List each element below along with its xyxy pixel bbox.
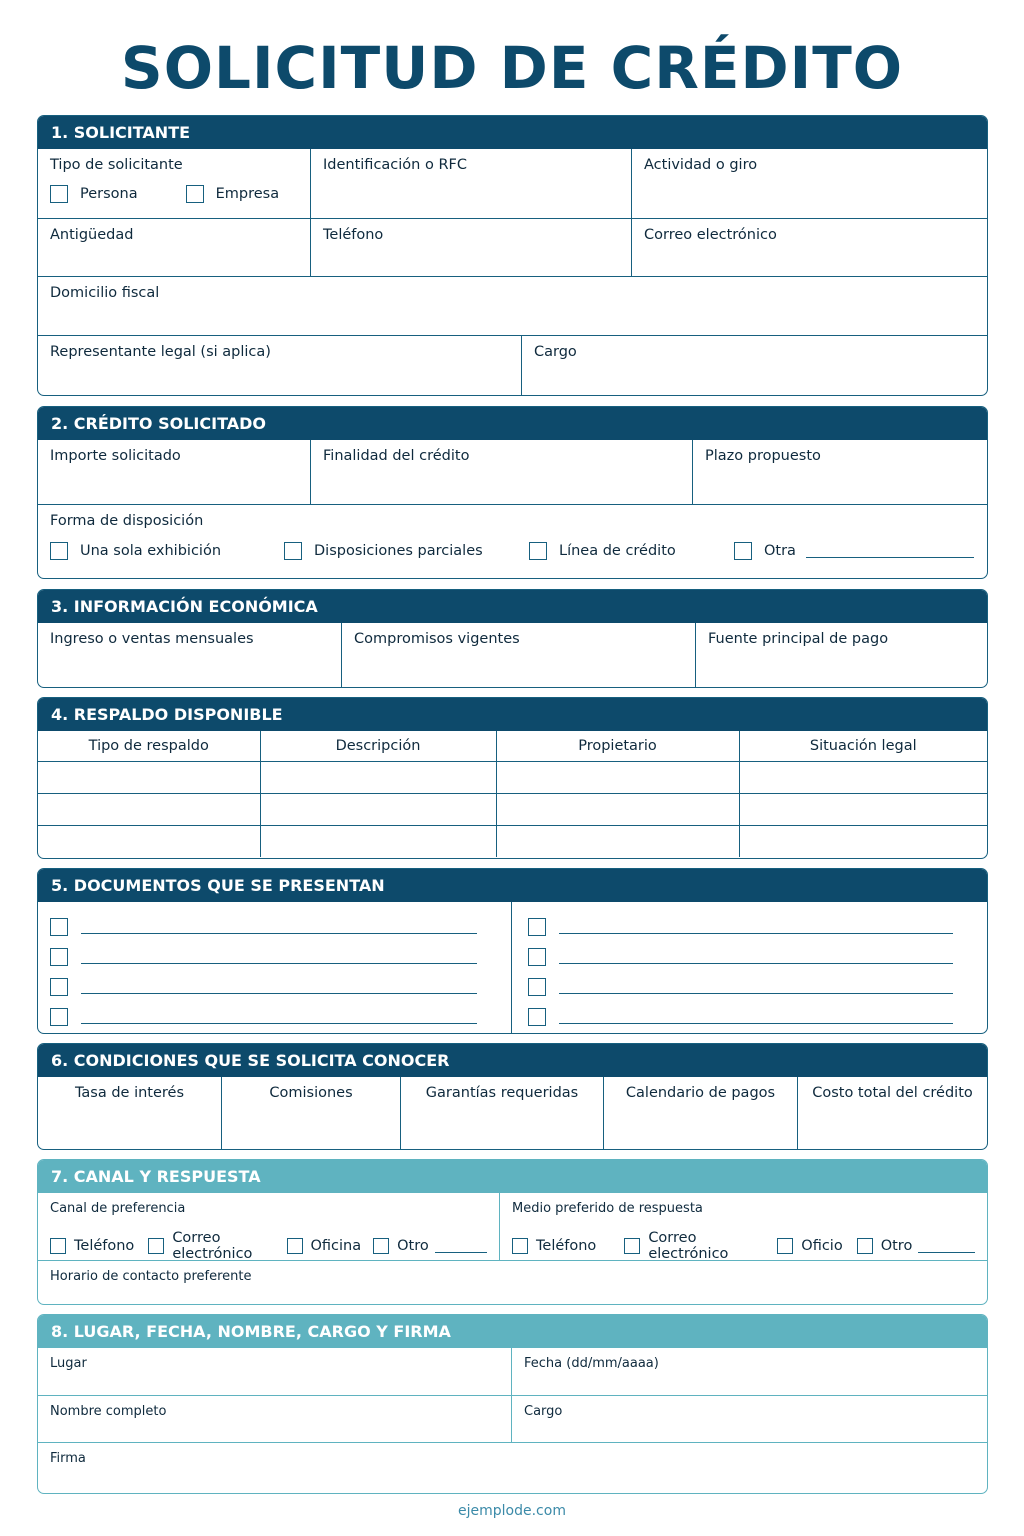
finalidad-field[interactable]: Finalidad del crédito (310, 440, 692, 504)
section-header: 1. SOLICITANTE (38, 116, 987, 149)
field-label: Tipo de solicitante (50, 157, 183, 173)
firma-field[interactable]: Firma (50, 1451, 86, 1466)
checkbox[interactable] (148, 1238, 164, 1254)
checkbox[interactable] (50, 1238, 66, 1254)
document-line[interactable] (559, 950, 953, 964)
footer-source: ejemplode.com (458, 1503, 566, 1519)
list-item (528, 972, 975, 1002)
list-item (50, 942, 499, 972)
checkbox[interactable] (857, 1238, 873, 1254)
medio-correo-option[interactable]: Correo electrónico (624, 1230, 751, 1262)
identificacion-field[interactable]: Identificación o RFC (310, 149, 631, 218)
table-cell[interactable] (739, 793, 987, 825)
checkbox[interactable] (777, 1238, 793, 1254)
checkbox[interactable] (624, 1238, 640, 1254)
table-cell[interactable] (496, 793, 739, 825)
persona-checkbox[interactable] (50, 185, 68, 203)
plazo-field[interactable]: Plazo propuesto (692, 440, 987, 504)
section-header: 8. LUGAR, FECHA, NOMBRE, CARGO Y FIRMA (38, 1315, 987, 1348)
document-checkbox[interactable] (50, 1008, 68, 1026)
checkbox[interactable] (529, 542, 547, 560)
table-cell[interactable] (739, 825, 987, 857)
document-checkbox[interactable] (50, 978, 68, 996)
section-credito (37, 406, 988, 579)
table-cell[interactable] (496, 761, 739, 793)
documentos-right (511, 902, 987, 1033)
section-firma (37, 1314, 988, 1494)
document-checkbox[interactable] (528, 948, 546, 966)
canal-otro-line[interactable] (435, 1239, 487, 1253)
empresa-option[interactable]: Empresa (186, 185, 280, 203)
representante-field[interactable]: Representante legal (si aplica) (50, 344, 271, 360)
section-canal (37, 1159, 988, 1305)
table-cell[interactable] (260, 793, 496, 825)
section-header: 4. RESPALDO DISPONIBLE (38, 698, 987, 731)
compromisos-field[interactable]: Compromisos vigentes (341, 623, 695, 687)
document-line[interactable] (559, 1010, 953, 1024)
list-item (528, 912, 975, 942)
column-header: Propietario (496, 731, 739, 761)
document-checkbox[interactable] (50, 948, 68, 966)
checkbox[interactable] (284, 542, 302, 560)
empresa-checkbox[interactable] (186, 185, 204, 203)
table-cell[interactable] (496, 825, 739, 857)
documentos-left (38, 902, 511, 1033)
medio-otro-line[interactable] (918, 1239, 975, 1253)
document-checkbox[interactable] (50, 918, 68, 936)
section-header: 3. INFORMACIÓN ECONÓMICA (38, 590, 987, 623)
document-line[interactable] (81, 980, 477, 994)
canal-correo-option[interactable]: Correo electrónico (148, 1230, 272, 1262)
fuente-field[interactable]: Fuente principal de pago (695, 623, 987, 687)
telefono-field[interactable]: Teléfono (310, 219, 631, 276)
document-checkbox[interactable] (528, 1008, 546, 1026)
column-header: Tipo de respaldo (88, 737, 209, 754)
domicilio-field[interactable]: Domicilio fiscal (50, 285, 160, 301)
document-line[interactable] (559, 980, 953, 994)
antiguedad-field[interactable]: Antigüedad (50, 227, 134, 243)
list-item (50, 972, 499, 1002)
column-header: Situación legal (739, 731, 987, 761)
section-header: 5. DOCUMENTOS QUE SE PRESENTAN (38, 869, 987, 902)
page-title: SOLICITUD DE CRÉDITO (120, 34, 904, 102)
otra-option[interactable]: Otra (734, 542, 796, 560)
calendario-field[interactable]: Calendario de pagos (603, 1077, 797, 1149)
section-solicitante (37, 115, 988, 396)
table-row (38, 825, 987, 857)
document-line[interactable] (81, 1010, 477, 1024)
table-cell[interactable] (260, 825, 496, 857)
checkbox[interactable] (373, 1238, 389, 1254)
ingreso-field[interactable]: Ingreso o ventas mensuales (50, 631, 254, 647)
section-header: 6. CONDICIONES QUE SE SOLICITA CONOCER (38, 1044, 987, 1077)
table-cell[interactable] (739, 761, 987, 793)
section-header: 7. CANAL Y RESPUESTA (38, 1160, 987, 1193)
canal-field: Canal de preferencia Teléfono Correo electrónico Oficina Otro (38, 1193, 499, 1260)
garantias-field[interactable]: Garantías requeridas (400, 1077, 603, 1149)
section-header: 2. CRÉDITO SOLICITADO (38, 407, 987, 440)
cargo-firma-field[interactable]: Cargo (511, 1396, 987, 1442)
fecha-field[interactable]: Fecha (dd/mm/aaaa) (511, 1348, 987, 1395)
table-cell[interactable] (38, 793, 260, 825)
medio-respuesta-field: Medio preferido de respuesta Teléfono Correo electrónico Oficio Otro (499, 1193, 987, 1260)
una-sola-option[interactable]: Una sola exhibición (50, 542, 284, 560)
cargo-field[interactable]: Cargo (521, 336, 987, 395)
medio-otro-option[interactable]: Otro (857, 1238, 913, 1254)
checkbox[interactable] (287, 1238, 303, 1254)
table-row (38, 761, 987, 793)
nombre-field[interactable]: Nombre completo (50, 1404, 167, 1419)
comisiones-field[interactable]: Comisiones (221, 1077, 400, 1149)
table-cell[interactable] (38, 761, 260, 793)
actividad-field[interactable]: Actividad o giro (631, 149, 987, 218)
medio-oficio-option[interactable]: Oficio (777, 1238, 842, 1254)
checkbox[interactable] (734, 542, 752, 560)
horario-field[interactable]: Horario de contacto preferente (50, 1269, 252, 1284)
tipo-solicitante-field (38, 149, 310, 218)
section-documentos (37, 868, 988, 1034)
section-respaldo (37, 697, 988, 859)
checkbox[interactable] (50, 542, 68, 560)
table-cell[interactable] (260, 761, 496, 793)
respaldo-table (38, 731, 987, 857)
medio-telefono-option[interactable]: Teléfono (512, 1238, 596, 1254)
list-item (50, 1002, 499, 1032)
section-informacion-economica (37, 589, 988, 688)
canal-otro-option[interactable]: Otro (373, 1238, 429, 1254)
list-item (528, 942, 975, 972)
parciales-option[interactable]: Disposiciones parciales (284, 542, 529, 560)
persona-option[interactable]: Persona (50, 185, 138, 203)
table-row (38, 793, 987, 825)
lugar-field[interactable]: Lugar (50, 1356, 87, 1371)
canal-telefono-option[interactable]: Teléfono (50, 1238, 134, 1254)
linea-option[interactable]: Línea de crédito (529, 542, 734, 560)
correo-field[interactable]: Correo electrónico (631, 219, 987, 276)
tasa-field[interactable]: Tasa de interés (74, 1085, 185, 1101)
column-header: Descripción (260, 731, 496, 761)
section-condiciones (37, 1043, 988, 1150)
list-item (50, 912, 499, 942)
document-line[interactable] (81, 920, 477, 934)
otra-input-line[interactable] (806, 544, 974, 558)
importe-field[interactable]: Importe solicitado (50, 448, 181, 464)
document-checkbox[interactable] (528, 918, 546, 936)
document-line[interactable] (559, 920, 953, 934)
forma-disposicion-field: Forma de disposición Una sola exhibición Disposiciones parciales Línea de crédito Otra (38, 505, 987, 578)
checkbox[interactable] (512, 1238, 528, 1254)
document-checkbox[interactable] (528, 978, 546, 996)
table-cell[interactable] (38, 825, 260, 857)
list-item (528, 1002, 975, 1032)
canal-oficina-option[interactable]: Oficina (287, 1238, 362, 1254)
costo-total-field[interactable]: Costo total del crédito (797, 1077, 987, 1149)
document-line[interactable] (81, 950, 477, 964)
